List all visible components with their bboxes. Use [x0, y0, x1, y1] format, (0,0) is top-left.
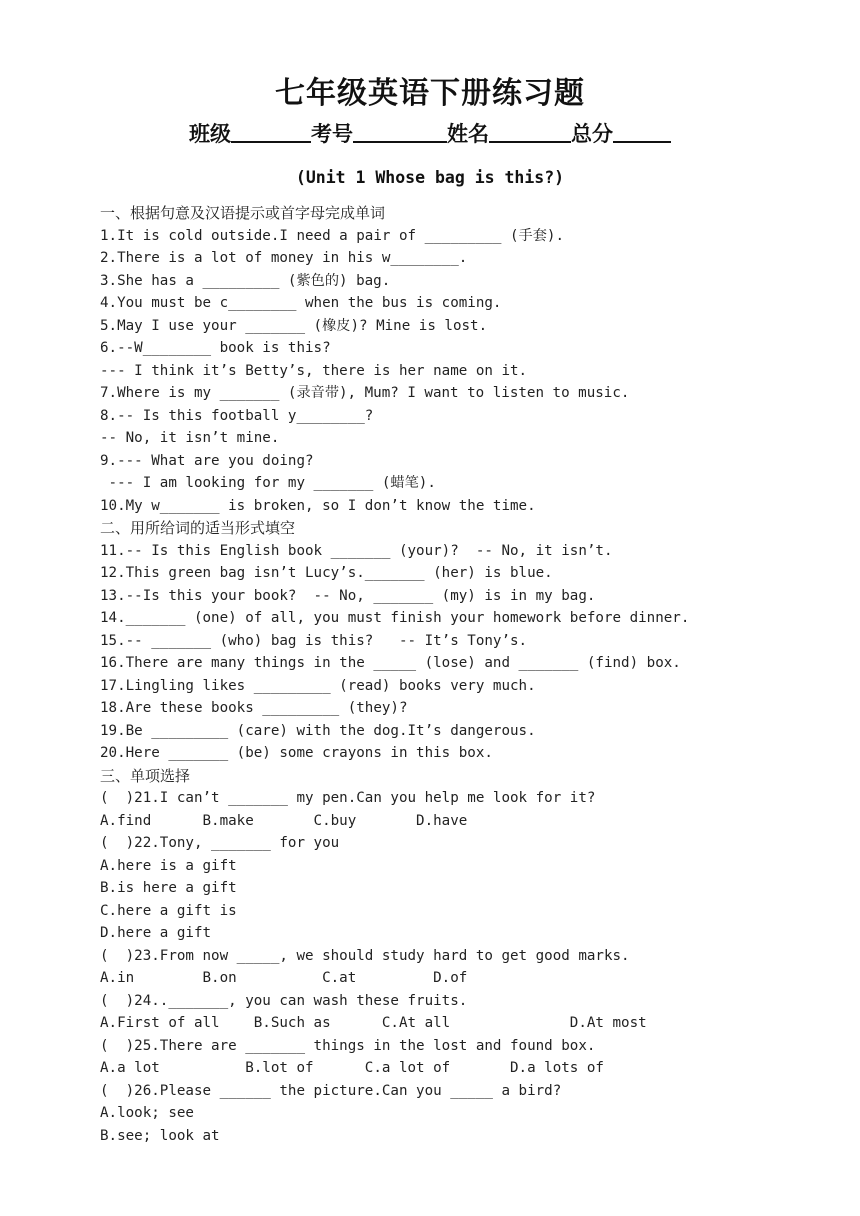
exercise-line: ( )26.Please ______ the picture.Can you _____ a bird? [100, 1082, 562, 1099]
class-blank [231, 119, 311, 143]
exercise-line: C.here a gift is [100, 902, 237, 919]
exercise-line: A.look; see [100, 1105, 194, 1121]
exercise-line: 15.-- _______ (who) bag is this? -- It’s Tony’s. [100, 632, 528, 649]
exercise-line: A.here is a gift [100, 857, 237, 874]
exercise-line: 11.-- Is this English book _______ (your)? -- No, it isn’t. [100, 542, 613, 559]
number-blank [353, 119, 447, 143]
exercise-line: ( )24.._______, you can wash these fruits. [100, 992, 468, 1009]
exercise-line: A.find B.make C.buy D.have [100, 812, 468, 829]
score-label: 总分 [571, 122, 613, 146]
exercise-line: 13.--Is this your book? -- No, _______ (my) is in my bag. [100, 587, 596, 604]
class-label: 班级 [189, 122, 231, 146]
exercise-line: 7.Where is my _______ (录音带), Mum? I want to listen to music. [100, 385, 630, 401]
exercise-line: 4.You must be c________ when the bus is coming. [100, 295, 502, 311]
exercise-line: 10.My w_______ is broken, so I don’t know the time. [100, 497, 536, 514]
exercise-line: ( )21.I can’t _______ my pen.Can you help me look for it? [100, 790, 596, 806]
exercise-line: 2.There is a lot of money in his w________. [100, 250, 468, 266]
name-blank [489, 119, 571, 143]
section-heading: 二、用所给词的适当形式填空 [100, 519, 296, 537]
section-heading: 一、根据句意及汉语提示或首字母完成单词 [100, 204, 386, 222]
exercise-line: D.here a gift [100, 925, 212, 941]
exercise-line: 3.She has a _________ (紫色的) bag. [100, 272, 391, 289]
exercise-line: 14._______ (one) of all, you must finish your homework before dinner. [100, 610, 690, 626]
exercise-line: 19.Be _________ (care) with the dog.It’s dangerous. [100, 722, 536, 739]
section-heading: 三、单项选择 [100, 766, 191, 785]
page-title: 七年级英语下册练习题 [275, 76, 585, 111]
exercise-line: 5.May I use your _______ (橡皮)? Mine is lost. [100, 317, 488, 334]
exercise-line: --- I am looking for my _______ (蜡笔). [100, 475, 436, 491]
exercise-line: A.a lot B.lot of C.a lot of D.a lots of [100, 1060, 604, 1076]
exercise-line: -- No, it isn’t mine. [100, 430, 280, 446]
number-label: 考号 [311, 122, 353, 146]
exercise-line: 18.Are these books _________ (they)? [100, 700, 408, 716]
name-label: 姓名 [447, 122, 489, 146]
exercise-line: 17.Lingling likes _________ (read) books very much. [100, 677, 536, 694]
unit-subtitle: (Unit 1 Whose bag is this?) [295, 168, 565, 187]
exercise-line: ( )23.From now _____, we should study hard to get good marks. [100, 947, 630, 964]
exercise-line: A.First of all B.Such as C.At all D.At most [100, 1015, 647, 1031]
exercise-line: --- I think it’s Betty’s, there is her name on it. [100, 362, 528, 379]
exercise-line: 6.--W________ book is this? [100, 340, 331, 356]
exercise-line: A.in B.on C.at D.of [100, 970, 468, 986]
exercise-line: 20.Here _______ (be) some crayons in this box. [100, 745, 493, 761]
exercise-line: 1.It is cold outside.I need a pair of _________ (手套). [100, 227, 564, 244]
exercise-line: ( )25.There are _______ things in the lost and found box. [100, 1037, 596, 1054]
exercise-line: 9.--- What are you doing? [100, 452, 314, 469]
exercise-line: B.see; look at [100, 1127, 220, 1144]
exercise-line: ( )22.Tony, _______ for you [100, 835, 340, 851]
exercise-line: 8.-- Is this football y________? [100, 407, 374, 424]
exercise-line: B.is here a gift [100, 880, 237, 896]
exercise-line: 16.There are many things in the _____ (lose) and _______ (find) box. [100, 655, 681, 671]
score-blank [613, 119, 671, 143]
exercise-lines [100, 202, 840, 1147]
exercise-line: 12.This green bag isn’t Lucy’s._______ (her) is blue. [100, 565, 553, 581]
student-info-line [0, 118, 860, 148]
